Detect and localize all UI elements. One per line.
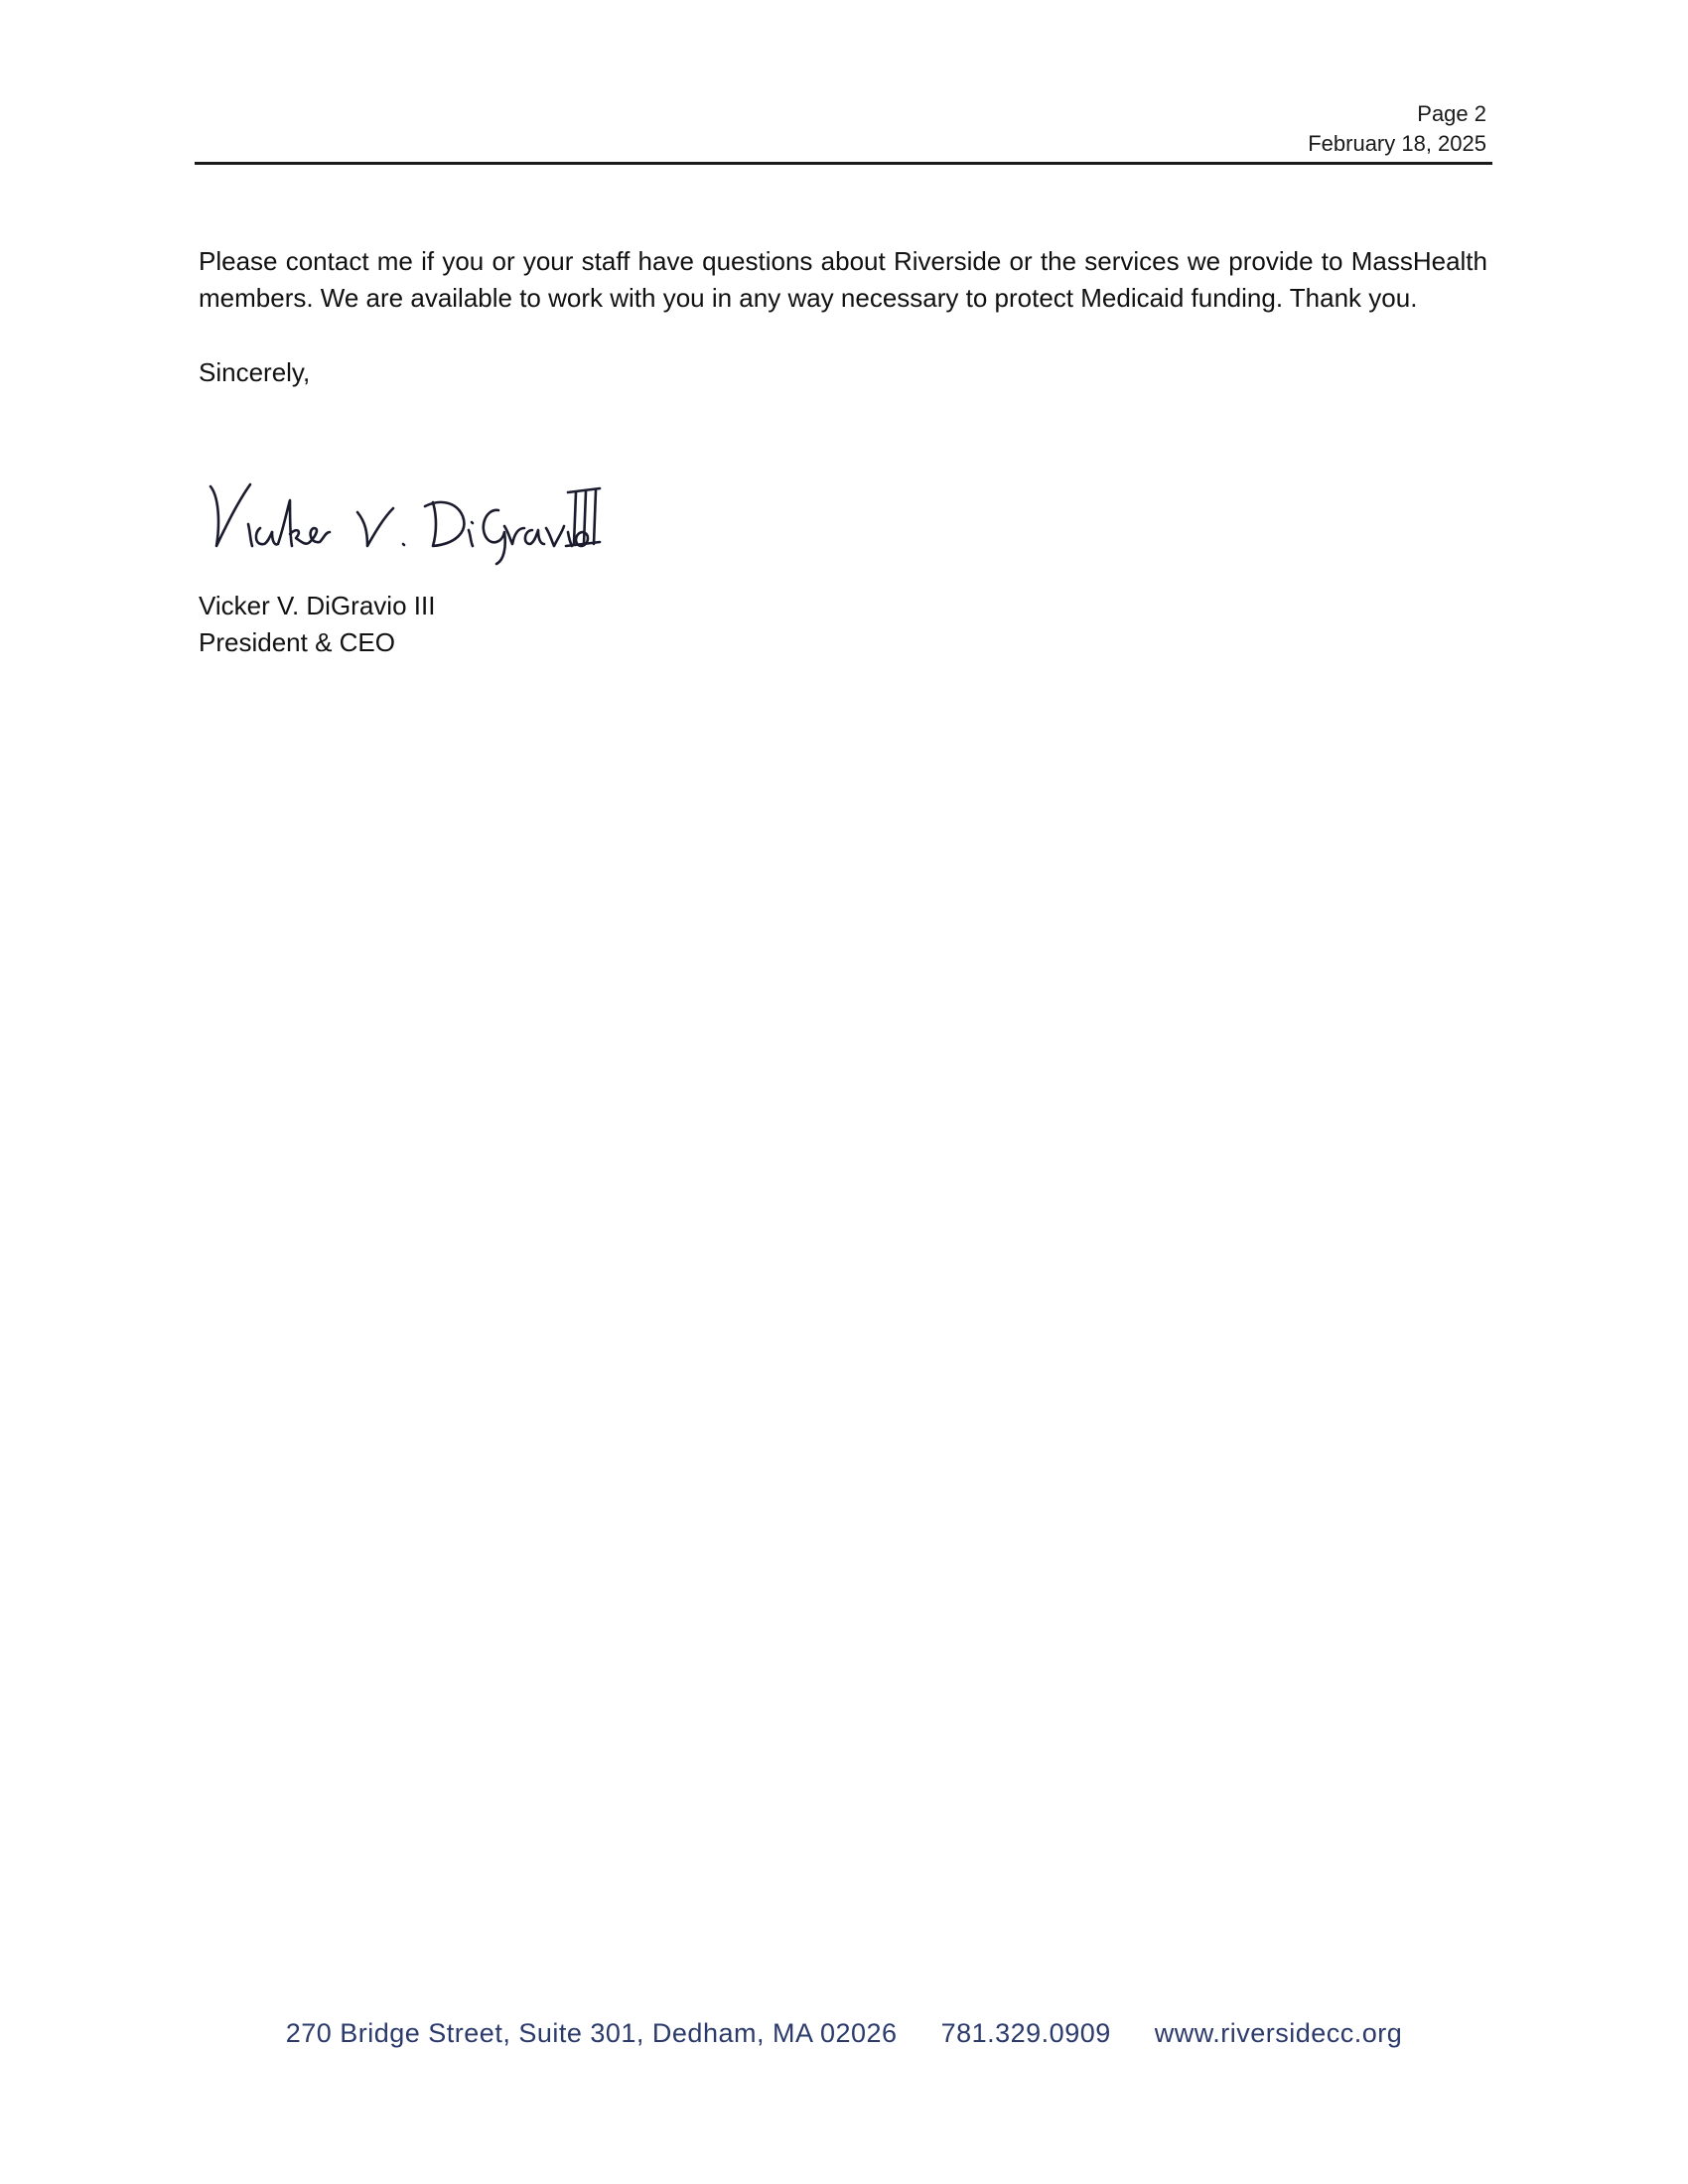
signer-title: President & CEO xyxy=(199,627,395,657)
page-number: Page 2 xyxy=(1417,101,1486,126)
footer-address: 270 Bridge Street, Suite 301, Dedham, MA 02026 xyxy=(285,2018,898,2048)
header-divider xyxy=(195,162,1492,165)
signature-block xyxy=(199,588,435,661)
letterhead-footer xyxy=(0,2018,1688,2049)
header-date: February 18, 2025 xyxy=(1308,131,1486,156)
letter-body xyxy=(199,243,1487,391)
body-paragraph: Please contact me if you or your staff have questions about Riverside or the services we provide to MassHealth members. We are available to work with you in any way necessary to protect Medicaid funding. Thank you. xyxy=(199,246,1487,313)
page-header xyxy=(195,99,1492,165)
footer-website[interactable]: www.riversidecc.org xyxy=(1154,2018,1403,2048)
header-text xyxy=(1308,99,1486,159)
signer-name: Vicker V. DiGravio III xyxy=(199,591,436,620)
handwritten-signature xyxy=(199,467,606,566)
footer-phone: 781.329.0909 xyxy=(940,2018,1111,2048)
closing-line: Sincerely, xyxy=(199,357,311,387)
